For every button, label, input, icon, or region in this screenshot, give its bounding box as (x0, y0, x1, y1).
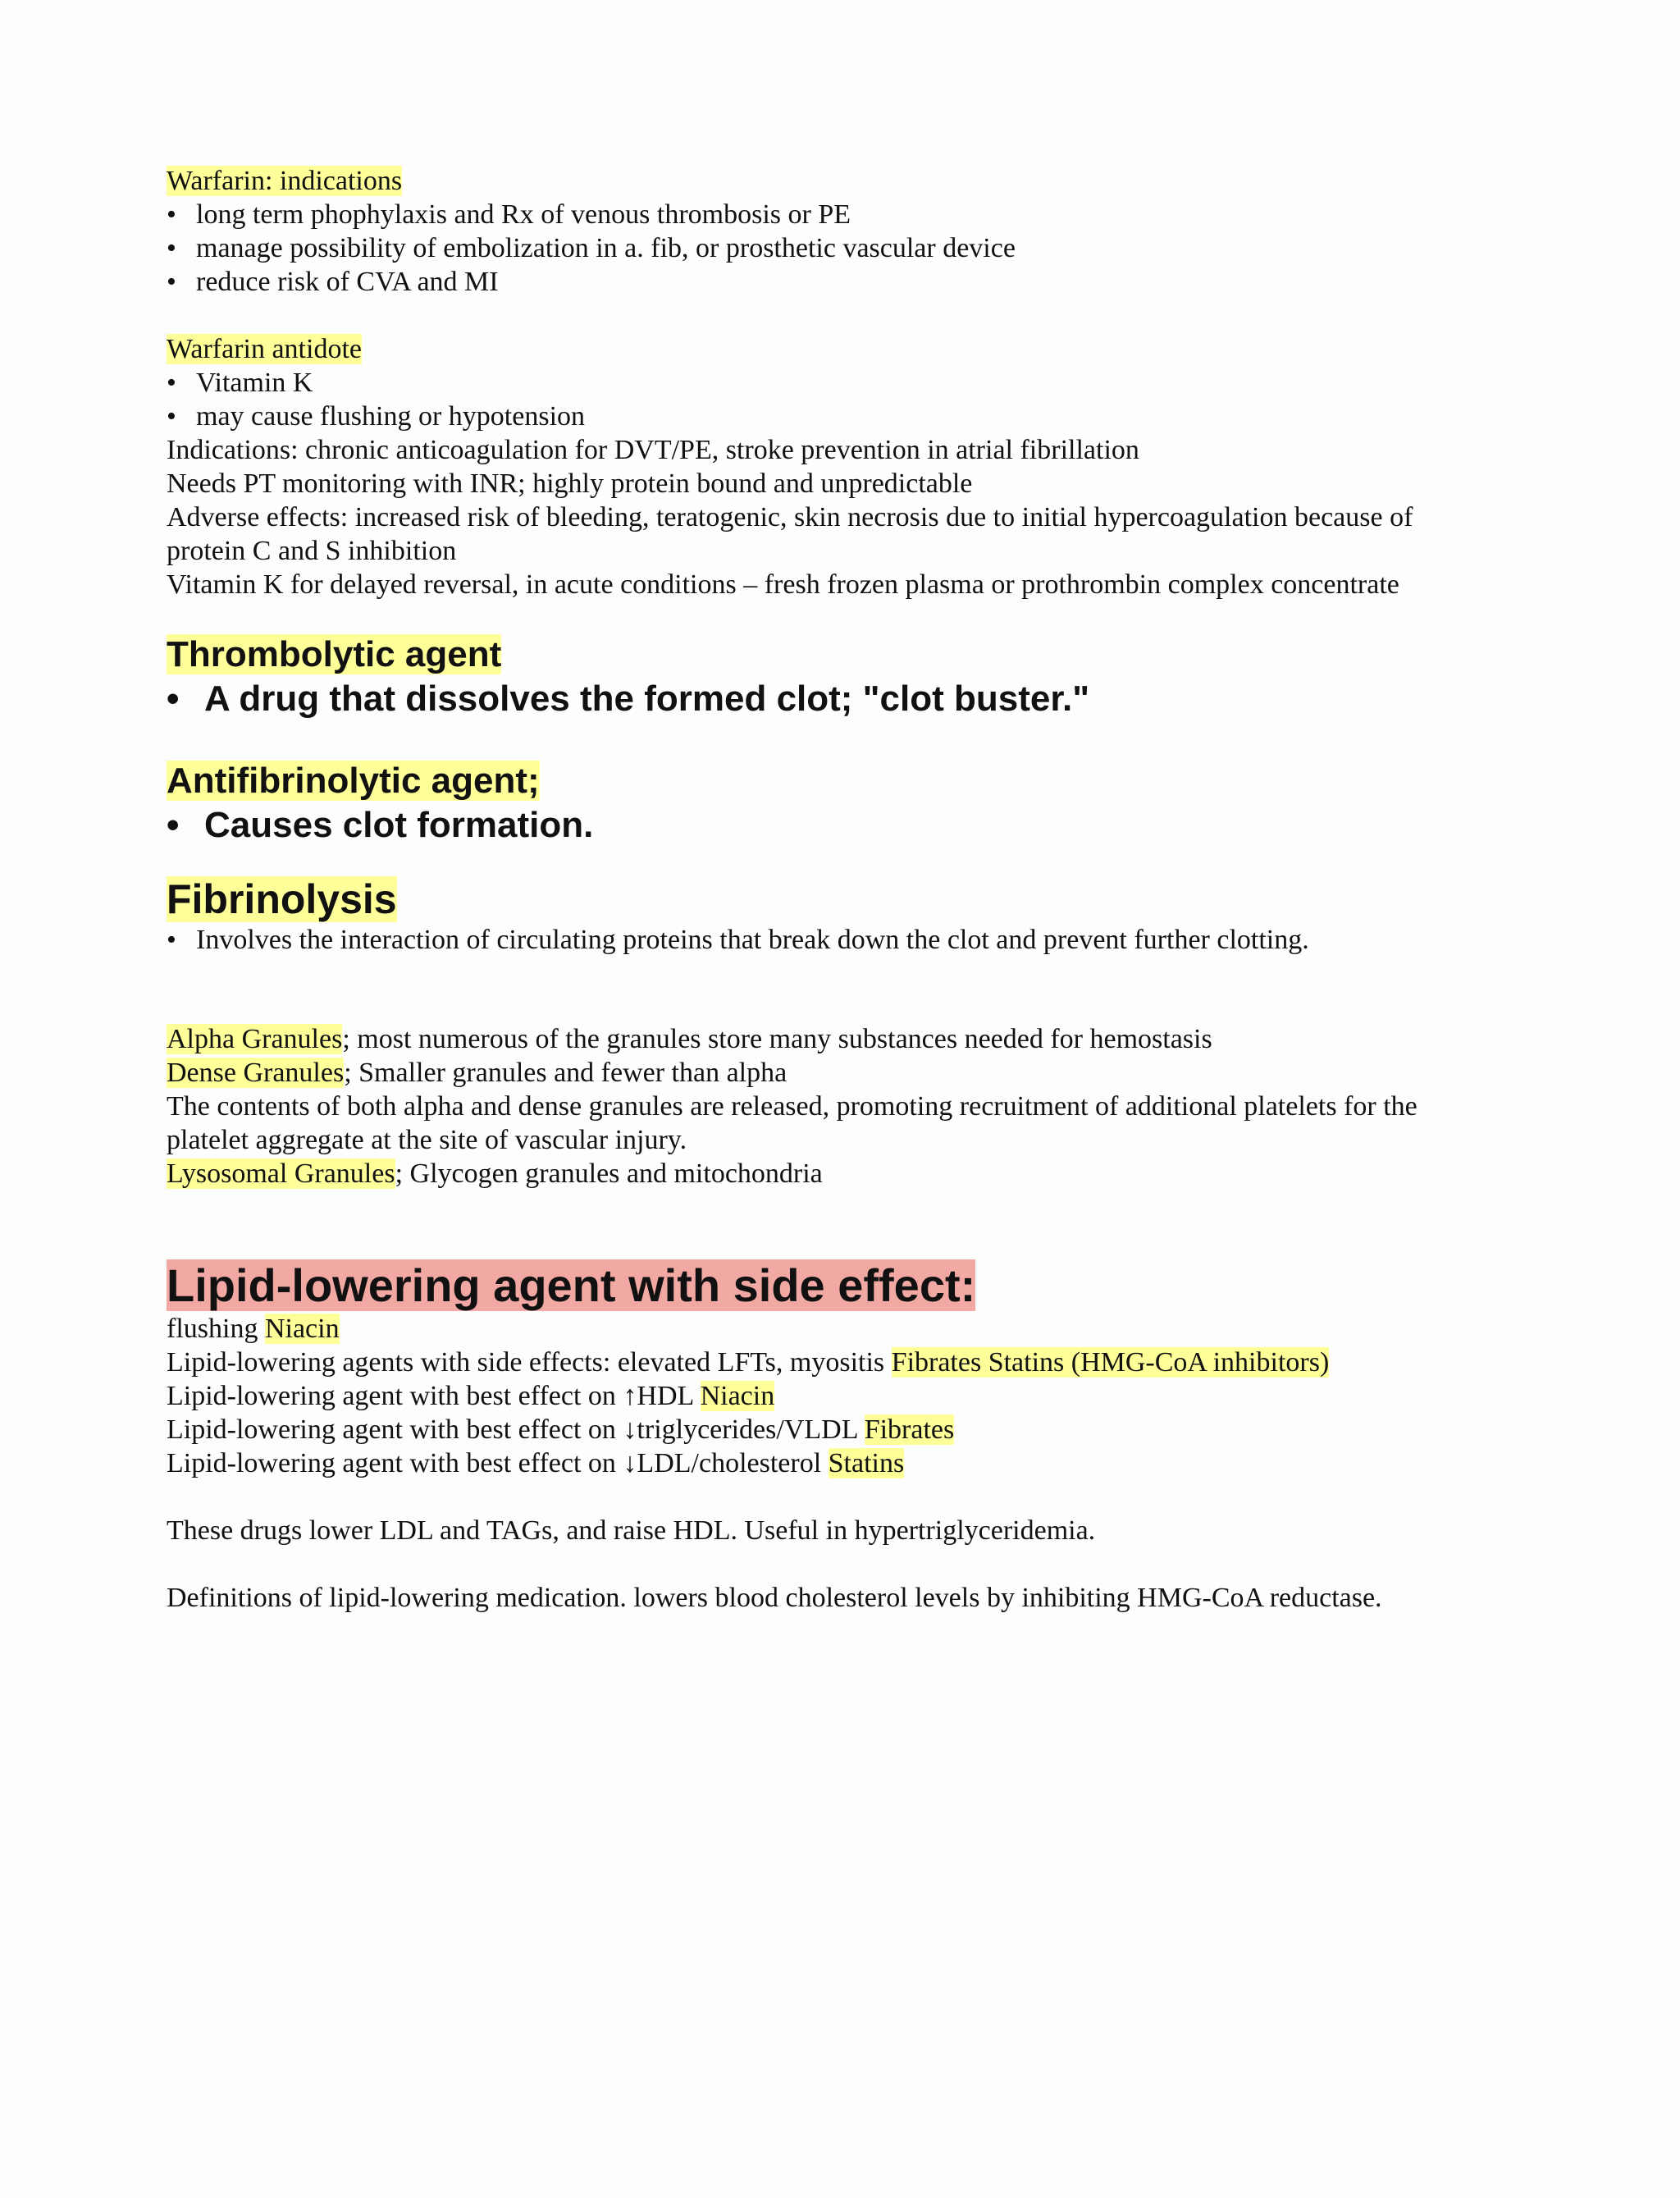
text-line: Definitions of lipid-lowering medication. lowers blood cholesterol levels by inhibiting HMG-CoA reductase. (167, 1583, 1382, 1613)
list-item: • reduce risk of CVA and MI (167, 267, 499, 297)
bullet-icon: • (167, 805, 180, 845)
bullet-icon: • (167, 233, 176, 263)
text-line: Adverse effects: increased risk of bleeding, teratogenic, skin necrosis due to initial hypercoagulation because of (167, 502, 1413, 532)
lipid-row: Lipid-lowering agent with best effect on ↓LDL/cholesterol Statins (167, 1448, 905, 1478)
bullet-icon: • (167, 925, 176, 955)
text-line: The contents of both alpha and dense granules are released, promoting recruitment of additional platelets for the (167, 1091, 1418, 1122)
lipid-row: flushing Niacin (167, 1314, 340, 1344)
thrombolytic-heading: Thrombolytic agent (167, 634, 502, 674)
document-body (167, 164, 1528, 1615)
bullet-icon: • (167, 267, 176, 297)
text-line: Vitamin K for delayed reversal, in acute conditions – fresh frozen plasma or prothrombin complex concentrate (167, 569, 1399, 600)
warfarin-antidote-heading: Warfarin antidote (167, 334, 362, 364)
list-item: • Involves the interaction of circulating proteins that break down the clot and prevent further clotting. (167, 925, 1309, 955)
antifibrinolytic-heading: Antifibrinolytic agent; (167, 761, 540, 801)
list-item: • Vitamin K (167, 368, 313, 398)
list-item: • manage possibility of embolization in a. fib, or prosthetic vascular device (167, 233, 1016, 263)
lipid-row: Lipid-lowering agent with best effect on ↑HDL Niacin (167, 1381, 775, 1411)
lipid-row: Lipid-lowering agents with side effects: elevated LFTs, myositis Fibrates Statins (HMG-CoA inhibitors) (167, 1347, 1330, 1378)
dense-granules-line: Dense Granules; Smaller granules and fewer than alpha (167, 1058, 788, 1088)
fibrinolysis-heading: Fibrinolysis (167, 876, 397, 922)
list-item: • long term phophylaxis and Rx of venous thrombosis or PE (167, 199, 851, 230)
list-item: • A drug that dissolves the formed clot; "clot buster." (167, 677, 1528, 721)
text-line: platelet aggregate at the site of vascular injury. (167, 1125, 687, 1155)
bullet-icon: • (167, 679, 180, 719)
bullet-icon: • (167, 368, 176, 398)
text-line: These drugs lower LDL and TAGs, and raise HDL. Useful in hypertriglyceridemia. (167, 1515, 1096, 1546)
alpha-granules-line: Alpha Granules; most numerous of the granules store many substances needed for hemostasis (167, 1024, 1212, 1054)
warfarin-indications-heading: Warfarin: indications (167, 166, 403, 196)
text-line: Needs PT monitoring with INR; highly protein bound and unpredictable (167, 468, 973, 499)
text-line: Indications: chronic anticoagulation for DVT/PE, stroke prevention in atrial fibrillation (167, 435, 1139, 465)
list-item: • may cause flushing or hypotension (167, 401, 586, 432)
bullet-icon: • (167, 401, 176, 432)
list-item: • Causes clot formation. (167, 803, 1528, 848)
lysosomal-granules-line: Lysosomal Granules; Glycogen granules and mitochondria (167, 1158, 823, 1189)
bullet-icon: • (167, 199, 176, 230)
lipid-heading: Lipid-lowering agent with side effect: (167, 1259, 976, 1311)
text-line: protein C and S inhibition (167, 536, 457, 566)
lipid-row: Lipid-lowering agent with best effect on ↓triglycerides/VLDL Fibrates (167, 1414, 955, 1445)
